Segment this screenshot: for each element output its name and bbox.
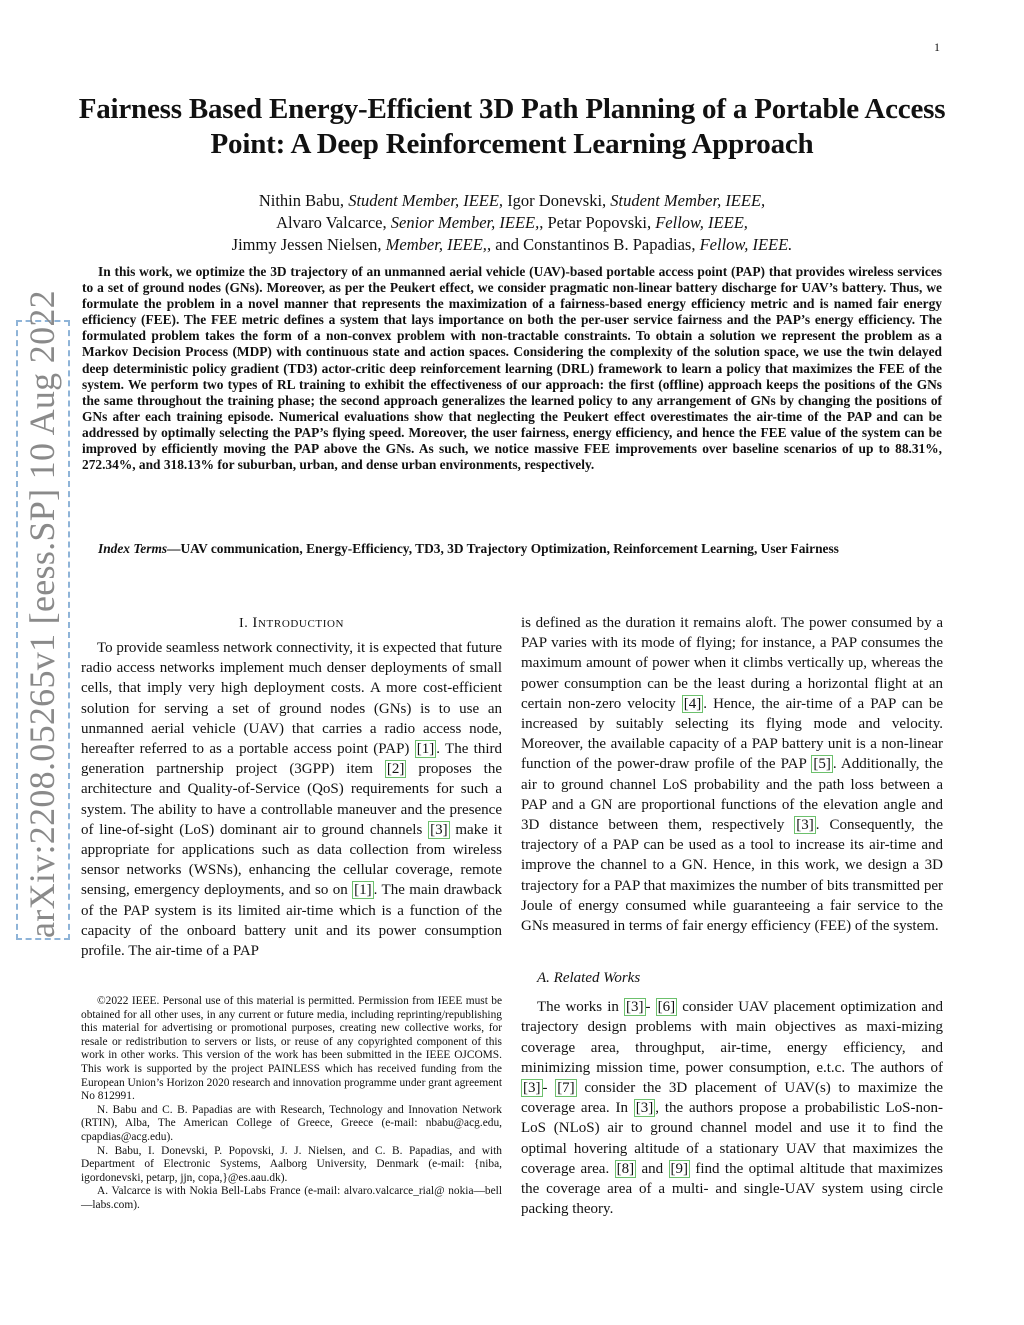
citation-link[interactable]: [3] <box>523 1080 541 1097</box>
citation-link[interactable]: [3] <box>796 817 814 834</box>
intro-paragraph-continued <box>521 613 943 936</box>
text-run: To provide seamless network connectivity, it is expected that future radio access networks implement much denser deployments of small cells, that imply very high deployment costs. A more cost-efficient solution for serving a set of ground nodes (GNs) is to use an unmanned aerial vehicle (UAV) that carries a radio access node, hereafter referred to as a portable access point (PAP) <box>81 640 502 758</box>
author-name: , Petar Popovski, <box>539 213 652 232</box>
section-numeral: I. <box>238 616 249 631</box>
text-run: make it appropriate for applications such as data collection from wireless sensor networks (WSNs), enhancing the cellular coverage, remote sensing, emergency deployments, and so on <box>81 821 502 899</box>
author-list <box>60 190 964 256</box>
footnotes <box>81 995 502 1213</box>
author-role: Student Member, IEEE, <box>348 191 504 210</box>
arxiv-stamp[interactable]: arXiv:2208.05265v1 [eess.SP] 10 Aug 2022 <box>16 320 70 940</box>
related-works-paragraph <box>521 997 943 1219</box>
citation-link[interactable]: [6] <box>657 999 676 1016</box>
text-run: - <box>645 999 656 1016</box>
text-run: . The main drawback of the PAP system is its limited air-time which is a function of the capacity of the onboard battery unit and its power consumption profile. The air-time of a PAP <box>81 882 502 960</box>
author-role: Fellow, IEEE. <box>699 235 793 254</box>
text-run: The works in <box>537 999 625 1016</box>
section-heading-introduction <box>81 615 502 632</box>
index-terms <box>82 540 978 557</box>
text-run: . The third generation partnership project (3GPP) item <box>81 741 502 778</box>
citation-link[interactable]: [3] <box>430 821 448 838</box>
copyright-footnote: ©2022 IEEE. Personal use of this material is permitted. Permission from IEEE must be obtained for all other uses, in any current or future media, including reprinting/republishing this material for advertising or promotional purposes, creating new collective works, for resale or redistribution to servers or lists, or reuse of any copyrighted component of this work in other works. This version of the work has been submitted in the IEEE OJCOMS. This work is supported by the project PAINLESS which has received funding from the European Union’s Horizon 2020 research and innovation programme under grant agreement No 812991. <box>81 995 502 1103</box>
citation-link[interactable]: [1] <box>354 882 372 899</box>
index-terms-label: Index Terms <box>98 541 168 556</box>
text-run: is defined as the duration it remains aloft. The power consumed by a PAP varies with its mode of flying; for instance, a PAP consumes the maximum amount of power when it climbs vertically up, whereas the power consumption can be the least during a horizontal flight at an certain non-zero velocity <box>521 615 943 712</box>
page-number: 1 <box>934 40 940 54</box>
right-column <box>521 613 943 1219</box>
citation-link[interactable]: [3] <box>626 999 644 1016</box>
intro-paragraph <box>81 638 502 961</box>
text-run: . Hence, the air-time of a PAP can be increased by suitably selecting its flying mode and velocity. Moreover, the available capacity of a PAP battery unit is a non-linear function of the power-draw profile of the PAP <box>521 695 943 773</box>
author-role: Member, IEEE, <box>385 235 487 254</box>
subsection-heading-related-works: A. Related Works <box>537 970 641 987</box>
citation-link[interactable]: [3] <box>635 1100 654 1117</box>
text-run: . Additionally, the air to ground channel LoS probability and the path loss between a PAP and a GN are proportional functions of the elevation angle and 3D distance between them, respectively <box>521 756 943 834</box>
affiliation-footnote: A. Valcarce is with Nokia Bell-Labs France (e-mail: alvaro.valcarce_rial@ nokia—bell—labs.com). <box>81 1185 502 1211</box>
author-name: , and Constantinos B. Papadias, <box>486 235 696 254</box>
index-terms-text: —UAV communication, Energy-Efficiency, TD3, 3D Trajectory Optimization, Reinforcement Learning, User Fairness <box>167 541 839 556</box>
citation-link[interactable]: [8] <box>616 1160 635 1177</box>
abstract-text: In this work, we optimize the 3D trajectory of an unmanned aerial vehicle (UAV)-based portable access point (PAP) that provides wireless services to a set of ground nodes (GNs). Moreover, as per the Peukert effect, we consider pragmatic non-linear battery discharge for UAV’s battery. Thus, we formulate the problem in a novel manner that represents the maximization of a fairness-based energy efficiency metric and is named fair energy efficiency (FEE). The FEE metric defines a system that lays importance on both the per-user service fairness and the PAP’s energy efficiency. The formulated problem takes the form of a non-convex problem with non-tractable constraints. To obtain a solution we represent the problem as a Markov Decision Process (MDP) with continuous state and action spaces. Considering the complexity of the solution space, we use the twin delayed deep deterministic policy gradient (TD3) actor-critic deep reinforcement learning (DRL) framework to learn a policy that maximizes the FEE of the system. We perform two types of RL training to exhibit the effectiveness of our approach: the first (offline) approach keeps the positions of the GNs the same throughout the training phase; the second approach generalizes the learned policy to any arrangement of GNs by changing the positions of GNs after each training episode. Numerical evaluations show that neglecting the Peukert effect overestimates the air-time of the PAP and can be addressed by optimally selecting the PAP’s flying speed. Moreover, the user fairness, energy efficiency, and hence the FEE value of the system can be improved by efficiently moving the PAP above the GNs. As such, we notice massive FEE improvements over baseline scenarios of up to 88.31%, 272.34%, and 318.13% for suburban, urban, and dense urban environments, respectively. <box>82 264 942 473</box>
text-run: consider the 3D placement of UAV(s) to maximize the coverage area. In <box>521 1080 943 1117</box>
citation-link[interactable]: [1] <box>416 741 435 758</box>
citation-link[interactable]: [7] <box>557 1080 575 1097</box>
text-run: - <box>542 1080 556 1097</box>
affiliation-footnote: N. Babu and C. B. Papadias are with Research, Technology and Innovation Network (RTIN), Alba, The American College of Greece, Greece (e-mail: nbabu@acg.edu, cpapdias@acg.edu). <box>81 1103 502 1143</box>
author-name: Nithin Babu, <box>258 191 345 210</box>
author-name: Igor Donevski, <box>507 191 607 210</box>
citation-link[interactable]: [5] <box>813 756 831 773</box>
text-run: find the optimal altitude that maximizes the coverage area of a multi- and single-UAV system using circle packing theory. <box>521 1160 943 1218</box>
section-title: Introduction <box>252 615 345 631</box>
citation-link[interactable]: [2] <box>386 761 405 778</box>
citation-link[interactable]: [9] <box>670 1160 688 1177</box>
left-column <box>81 613 502 961</box>
author-name: Alvaro Valcarce, <box>276 213 387 232</box>
author-name: Jimmy Jessen Nielsen, <box>231 235 382 254</box>
abstract <box>82 264 942 473</box>
author-role: Senior Member, IEEE, <box>390 213 540 232</box>
citation-link[interactable]: [4] <box>683 695 702 712</box>
text-run: , the authors propose a probabilistic LoS-non-LoS (NLoS) air to ground channel model and use it to find the optimal hovering altitude of a stationary UAV that maximizes the coverage area. <box>521 1100 943 1177</box>
text-run: proposes the architecture and Quality-of-Service (QoS) requirements for such a system. The ability to have a controllable maneuver and the presence of line-of-sight (LoS) dominant air to ground channels <box>81 761 502 838</box>
text-run: . Consequently, the trajectory of a PAP can be used as a tool to increase its air-time and improve the channel to a GN. Hence, in this work, we design a 3D trajectory for a PAP that maximizes the number of bits transmitted per Joule of energy consumed while guaranteeing a fair service to the GNs measured in terms of fair energy efficiency (FEE) of the system. <box>521 817 943 935</box>
paper-title: Fairness Based Energy-Efficient 3D Path Planning of a Portable Access Point: A Deep Reinforcement Learning Approach <box>78 93 946 160</box>
affiliation-footnote: N. Babu, I. Donevski, P. Popovski, J. J. Nielsen, and C. B. Papadias, and with Department of Electronic Systems, Aalborg University, Denmark (e-mail: {niba, igordonevski, petarp, jjn, copa,}@es.aau.dk). <box>81 1144 502 1184</box>
text-run: consider UAV placement optimization and trajectory design problems with main objectives as maxi-mizing coverage area, throughput, air-time, energy efficiency, and minimizing mission time, power consumption, e.t.c. The authors of <box>521 999 943 1076</box>
text-run: and <box>636 1160 669 1177</box>
author-role: Student Member, IEEE, <box>610 191 766 210</box>
author-role: Fellow, IEEE, <box>655 213 748 232</box>
